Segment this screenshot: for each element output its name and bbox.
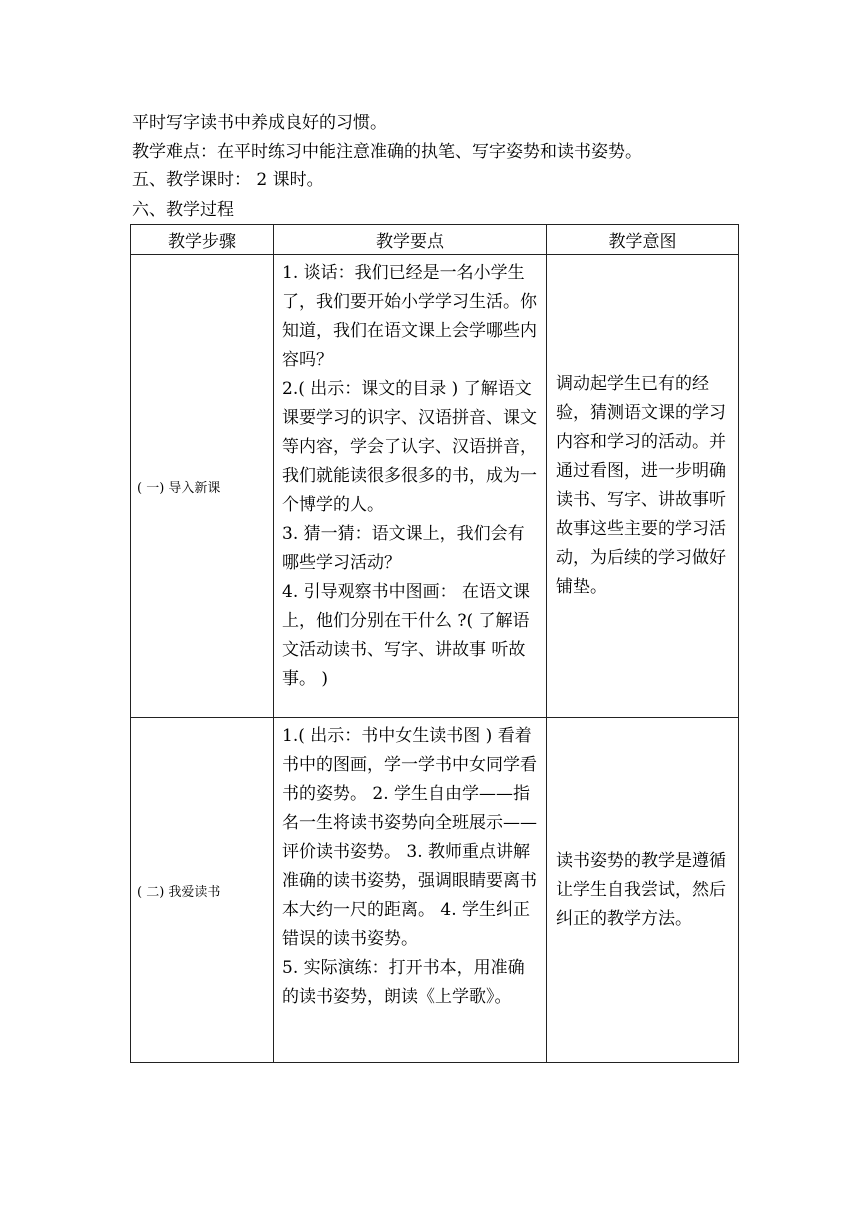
intent-cell: 调动起学生已有的经验，猜测语文课的学习内容和学习的活动。并通过看图，进一步明确读书、写字、讲故事听故事这些主要的学习活动，为后续的学习做好铺垫。 — [547, 255, 739, 718]
header-teaching-steps: 教学步骤 — [131, 225, 274, 255]
points-cell — [274, 718, 547, 1063]
intro-line-process-heading: 六、教学过程 — [132, 200, 234, 220]
point-item: 4. 引导观察书中图画： 在语文课上，他们分别在干什么 ?( 了解语文活动读书、写字、讲故事 听故事。 ) — [282, 582, 531, 689]
point-item: 3. 猜一猜：语文课上，我们会有哪些学习活动？ — [282, 524, 525, 573]
table-row — [131, 718, 739, 1063]
intro-line-habits: 平时写字读书中养成良好的习惯。 — [132, 113, 387, 133]
points-cell — [274, 255, 547, 718]
intro-line-difficulty: 教学难点：在平时练习中能注意准确的执笔、写字姿势和读书姿势。 — [132, 142, 642, 162]
point-item: 2.( 出示：课文的目录 ) 了解语文课要学习的识字、汉语拼音、课文等内容，学会了认字、汉语拼音，我们就能读很多很多的书，成为一个博学的人。 — [282, 379, 537, 515]
header-teaching-points: 教学要点 — [274, 225, 547, 255]
intro-line-class-hours: 五、教学课时： 2 课时。 — [132, 170, 324, 190]
point-item: 5. 实际演练：打开书本，用准确的读书姿势，朗读《上学歌》。 — [282, 958, 525, 1007]
table-header-row — [131, 225, 739, 255]
point-item: 1. 谈话：我们已经是一名小学生了，我们要开始小学学习生活。你知道，我们在语文课上会学哪些内容吗？ — [282, 263, 537, 370]
teaching-process-table — [130, 224, 739, 1063]
table-row — [131, 255, 739, 718]
point-item: 1.( 出示：书中女生读书图 ) 看着书中的图画，学一学书中女同学看书的姿势。 2. 学生自由学——指名一生将读书姿势向全班展示——评价读书姿势。 3. 教师重点讲解准确的读书姿势，强调眼睛要离书本大约一尺的距离。 4. 学生纠正错误的读书姿势。 — [282, 726, 537, 949]
step-cell: ( 一) 导入新课 — [131, 255, 274, 718]
step-cell: ( 二) 我爱读书 — [131, 718, 274, 1063]
intent-cell: 读书姿势的教学是遵循让学生自我尝试，然后纠正的教学方法。 — [547, 718, 739, 1063]
header-teaching-intent: 教学意图 — [547, 225, 739, 255]
